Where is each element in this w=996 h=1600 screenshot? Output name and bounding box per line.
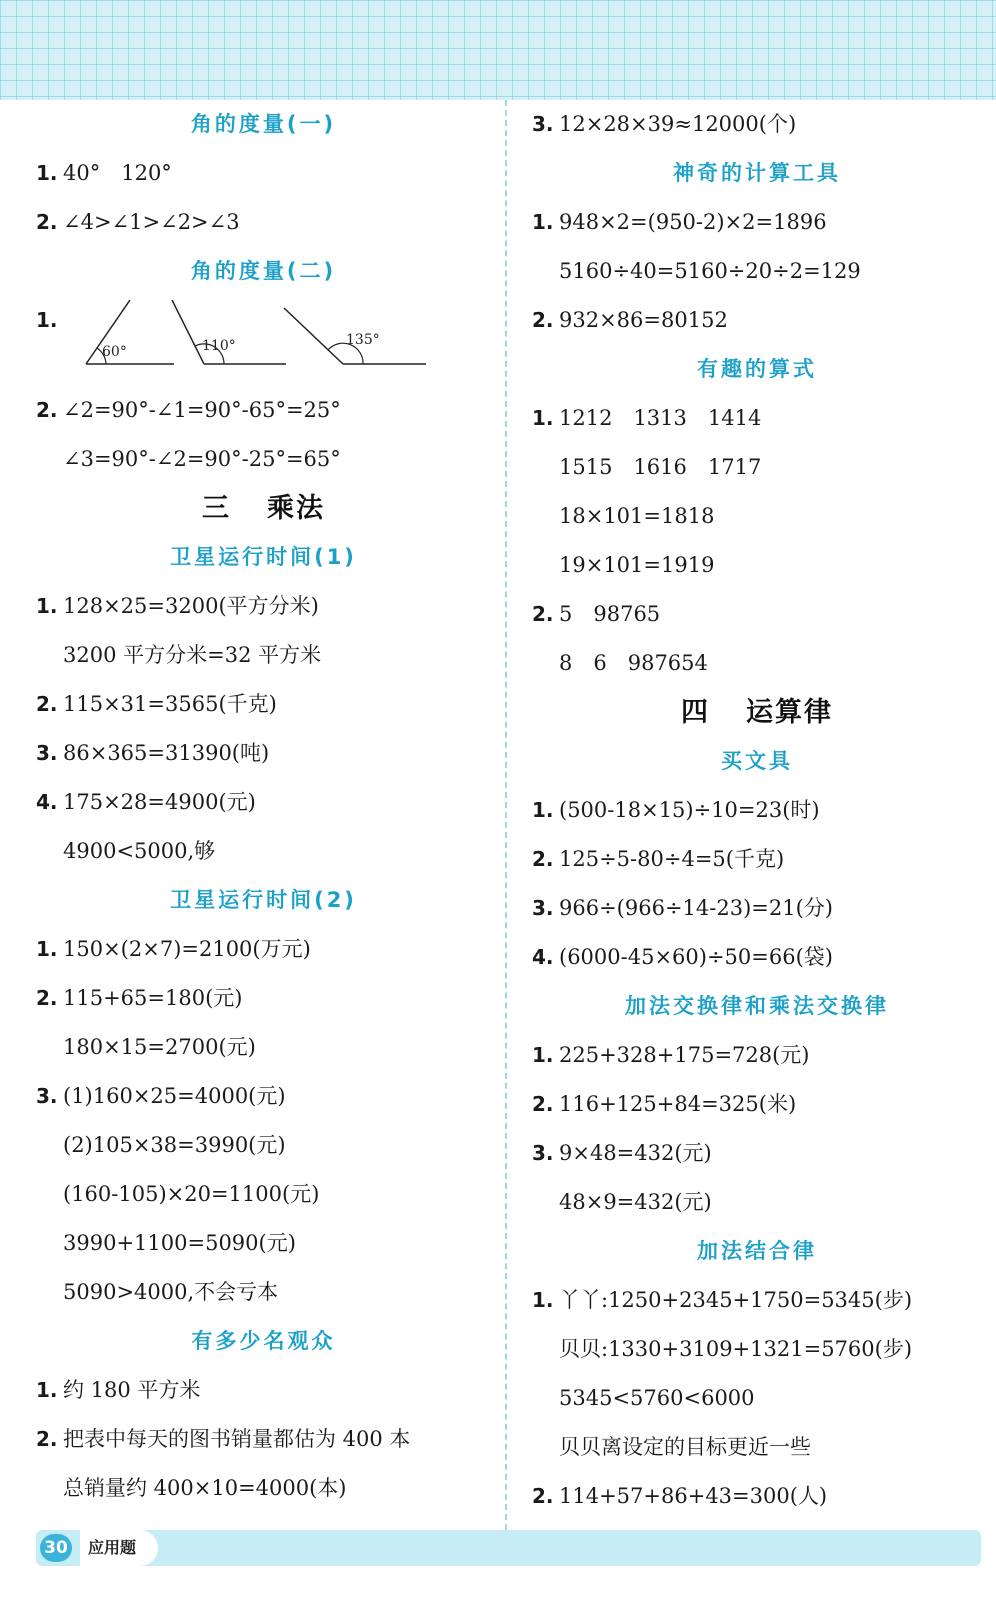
answer-text: 5 98765: [559, 602, 661, 626]
answer-continuation: [36, 1121, 491, 1170]
angle-2-ray: [172, 300, 204, 364]
answer-text: 40° 120°: [63, 161, 172, 185]
answer-text: 贝贝离设定的目标更近一些: [559, 1435, 811, 1459]
item-number: 2.: [36, 1427, 58, 1451]
answer-text: 8 6 987654: [559, 651, 708, 675]
section-title: 卫星运行时间(2): [170, 888, 357, 912]
answer-continuation: [36, 1219, 491, 1268]
angle-figures: [56, 296, 456, 386]
unit-number: 三: [202, 493, 231, 524]
answer-continuation: [36, 1268, 491, 1317]
answer-item: [532, 1129, 982, 1178]
answer-text: 150×(2×7)=2100(万元): [63, 937, 311, 961]
item-number: 1.: [532, 1288, 554, 1312]
answer-continuation: [36, 1023, 491, 1072]
unit-title: 乘法: [267, 493, 325, 524]
answer-text: 175×28=4900(元): [63, 790, 256, 814]
answer-item: [532, 1472, 982, 1521]
answer-item: [532, 1276, 982, 1325]
item-number: 3.: [36, 1084, 58, 1108]
answer-text: 丫丫:1250+2345+1750=5345(步): [559, 1288, 913, 1312]
answer-text: 4900<5000,够: [63, 839, 216, 863]
answer-item: [36, 778, 491, 827]
answer-text: 总销量约 400×10=4000(本): [63, 1476, 347, 1500]
answer-text: 86×365=31390(吨): [63, 741, 270, 765]
answer-text: 48×9=432(元): [559, 1190, 712, 1214]
footer-bar: [36, 1530, 981, 1566]
answer-item: [36, 925, 491, 974]
answer-item: [36, 1072, 491, 1121]
section-title: 卫星运行时间(1): [170, 545, 357, 569]
answer-text: (500-18×15)÷10=23(时): [559, 798, 820, 822]
item-number: 2.: [36, 692, 58, 716]
answer-text: 3990+1100=5090(元): [63, 1231, 296, 1255]
answer-text: 180×15=2700(元): [63, 1035, 256, 1059]
item-number: 1.: [36, 1378, 58, 1402]
section-title: 角的度量(二): [190, 259, 337, 283]
footer-section-label: 应用题: [80, 1530, 158, 1566]
section-title: 买文具: [721, 749, 793, 773]
item-number: 1.: [36, 161, 58, 185]
answer-item: [36, 386, 491, 435]
section-title: 神奇的计算工具: [673, 161, 841, 185]
section-title: 加法交换律和乘法交换律: [625, 994, 889, 1018]
answer-text: 约 180 平方米: [63, 1378, 201, 1402]
answer-text: ∠3=90°-∠2=90°-25°=65°: [63, 447, 341, 471]
answer-text: 18×101=1818: [559, 504, 715, 528]
answer-text: 贝贝:1330+3109+1321=5760(步): [559, 1337, 913, 1361]
answer-item: [36, 974, 491, 1023]
column-divider: [505, 100, 507, 1530]
answer-item: [532, 100, 982, 149]
answer-continuation: [532, 443, 982, 492]
left-column: [36, 100, 491, 1513]
answer-text: 5160÷40=5160÷20÷2=129: [559, 259, 861, 283]
item-number: 1.: [532, 1043, 554, 1067]
unit-heading: [532, 688, 982, 737]
answer-text: 115×31=3565(千克): [63, 692, 277, 716]
angle-1-label: 60°: [102, 344, 127, 360]
section-title: 有趣的算式: [697, 357, 817, 381]
answer-item: [532, 394, 982, 443]
answer-continuation: [532, 1423, 982, 1472]
item-number: 2.: [532, 1484, 554, 1508]
answer-continuation: [532, 541, 982, 590]
grid-header-band: [0, 0, 996, 100]
answer-text: 5345<5760<6000: [559, 1386, 755, 1410]
item-number: 2.: [532, 602, 554, 626]
answer-item: [36, 729, 491, 778]
answer-text: 1212 1313 1414: [559, 406, 762, 430]
answer-text: (1)160×25=4000(元): [63, 1084, 286, 1108]
item-number: 2.: [532, 308, 554, 332]
section-title: 有多少名观众: [191, 1329, 336, 1353]
item-number: 2.: [36, 210, 58, 234]
answer-text: 948×2=(950-2)×2=1896: [559, 210, 827, 234]
item-number: 3.: [532, 112, 554, 136]
angle-2-label: 110°: [202, 338, 236, 354]
item-number: 2.: [36, 398, 58, 422]
unit-number: 四: [681, 697, 710, 728]
answer-text: ∠2=90°-∠1=90°-65°=25°: [63, 398, 341, 422]
item-number: 2.: [532, 1092, 554, 1116]
item-number: 4.: [36, 790, 58, 814]
right-column: [532, 100, 982, 1521]
answer-item: [36, 680, 491, 729]
answer-text: 125÷5-80÷4=5(千克): [559, 847, 785, 871]
answer-continuation: [36, 631, 491, 680]
answer-continuation: [532, 1325, 982, 1374]
item-number: 3.: [532, 896, 554, 920]
answer-item: [532, 884, 982, 933]
answer-continuation: [36, 827, 491, 876]
answer-item: [36, 1366, 491, 1415]
unit-heading: [36, 484, 491, 533]
answer-text: 5090>4000,不会亏本: [63, 1280, 279, 1304]
item-number: 1.: [532, 406, 554, 430]
item-number: 1.: [36, 594, 58, 618]
answer-text: 966÷(966÷14-23)=21(分): [559, 896, 833, 920]
answer-continuation: [532, 1374, 982, 1423]
answer-text: 225+328+175=728(元): [559, 1043, 810, 1067]
item-number: 1.: [532, 798, 554, 822]
item-number: 3.: [36, 741, 58, 765]
page-number-badge: 30: [40, 1534, 72, 1562]
answer-item: [532, 296, 982, 345]
item-number: 1.: [532, 210, 554, 234]
answer-item-angles: [36, 296, 491, 386]
answer-item: [36, 149, 491, 198]
answer-text: 3200 平方分米=32 平方米: [63, 643, 322, 667]
item-number: 1.: [36, 937, 58, 961]
answer-text: 932×86=80152: [559, 308, 728, 332]
angle-3-label: 135°: [346, 332, 380, 348]
answer-text: 128×25=3200(平方分米): [63, 594, 319, 618]
answer-text: ∠4>∠1>∠2>∠3: [63, 210, 240, 234]
answer-text: 115+65=180(元): [63, 986, 243, 1010]
unit-title: 运算律: [746, 697, 833, 728]
answer-text: (2)105×38=3990(元): [63, 1133, 286, 1157]
answer-item: [532, 590, 982, 639]
answer-item: [532, 198, 982, 247]
answer-text: (160-105)×20=1100(元): [63, 1182, 320, 1206]
answer-continuation: [36, 1464, 491, 1513]
answer-text: 19×101=1919: [559, 553, 715, 577]
answer-text: 114+57+86+43=300(人): [559, 1484, 828, 1508]
item-number: 2.: [532, 847, 554, 871]
answer-continuation: [532, 1178, 982, 1227]
answer-text: 把表中每天的图书销量都估为 400 本: [63, 1427, 411, 1451]
answer-item: [36, 582, 491, 631]
answer-continuation: [532, 247, 982, 296]
section-title: 加法结合律: [697, 1239, 817, 1263]
item-number: 1.: [36, 308, 58, 332]
section-title: 角的度量(一): [190, 112, 337, 136]
answer-text: 1515 1616 1717: [559, 455, 762, 479]
answer-text: 12×28×39≈12000(个): [559, 112, 797, 136]
answer-item: [532, 1080, 982, 1129]
answer-item: [532, 835, 982, 884]
answer-item: [532, 1031, 982, 1080]
item-number: 3.: [532, 1141, 554, 1165]
answer-item: [532, 933, 982, 982]
angle-3-ray: [284, 308, 343, 364]
answer-continuation: [532, 492, 982, 541]
answer-continuation: [532, 639, 982, 688]
answer-text: (6000-45×60)÷50=66(袋): [559, 945, 833, 969]
item-number: 2.: [36, 986, 58, 1010]
answer-text: 116+125+84=325(米): [559, 1092, 797, 1116]
answer-continuation: [36, 435, 491, 484]
answer-text: 9×48=432(元): [559, 1141, 712, 1165]
item-number: 4.: [532, 945, 554, 969]
answer-continuation: [36, 1170, 491, 1219]
answer-item: [532, 786, 982, 835]
answer-item: [36, 198, 491, 247]
page-footer: [0, 1530, 996, 1600]
answer-item: [36, 1415, 491, 1464]
